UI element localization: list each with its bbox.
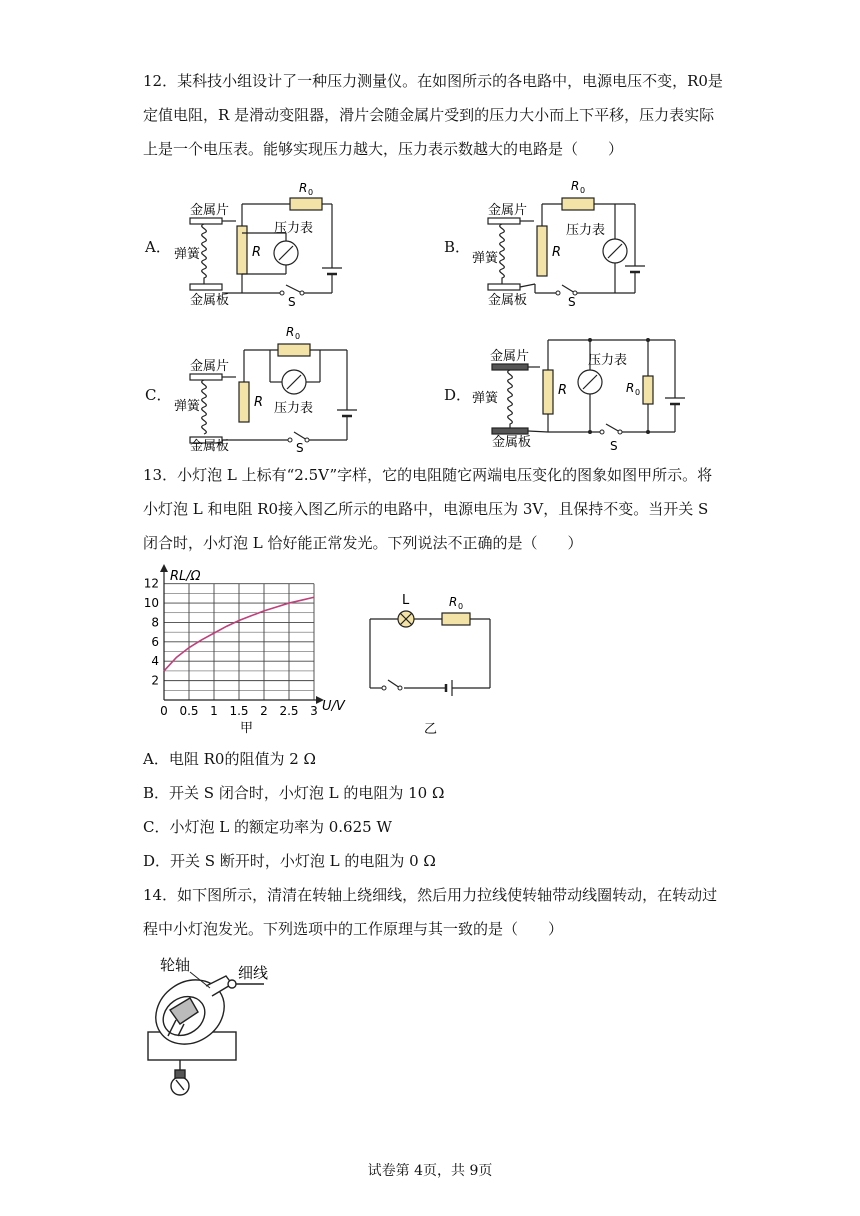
label-gauge: 压力表 bbox=[274, 221, 314, 236]
label-metal-plate: 金属板 bbox=[190, 293, 230, 308]
label-metal-plate: 金属板 bbox=[488, 293, 528, 308]
label-spring: 弹簧 bbox=[472, 391, 499, 406]
label-axle: 轮轴 bbox=[160, 956, 191, 974]
label-r0: R bbox=[299, 181, 308, 195]
question-12-text: 12．某科技小组设计了一种压力测量仪。在如图所示的各电路中，电源电压不变，R0是定值电阻，R 是滑动变阻器，滑片会随金属片受到的压力大小而上下平移，压力表实际上是一个电压表。能够实现压力越大，压力表示数越大的电路是（ ） bbox=[143, 72, 723, 158]
figure-yi-caption: 乙 bbox=[424, 722, 438, 737]
label-r: R bbox=[252, 245, 262, 260]
chart-grid bbox=[164, 584, 314, 700]
chart-x-tick: 2 bbox=[260, 704, 268, 718]
label-metal-sheet: 金属片 bbox=[488, 203, 528, 218]
label-gauge: 压力表 bbox=[566, 223, 606, 238]
label-gauge: 压力表 bbox=[588, 353, 628, 368]
label-metal-sheet: 金属片 bbox=[190, 359, 230, 374]
graph-jia bbox=[140, 560, 350, 738]
circuit-a-diagram bbox=[174, 176, 362, 309]
chart-ticks bbox=[144, 577, 318, 718]
option-c-label: C． bbox=[145, 386, 172, 404]
label-string: 细线 bbox=[238, 964, 269, 982]
label-r0: R bbox=[626, 381, 635, 395]
chart-y-tick: 2 bbox=[151, 673, 159, 688]
option-a-label: A． bbox=[145, 238, 171, 256]
chart-y-tick: 12 bbox=[143, 576, 159, 591]
chart-y-tick: 8 bbox=[151, 615, 159, 630]
circuit-c-diagram bbox=[174, 322, 362, 455]
label-spring: 弹簧 bbox=[472, 251, 499, 266]
label-metal-sheet: 金属片 bbox=[490, 349, 530, 364]
q13-option-d: D．开关 S 断开时，小灯泡 L 的电阻为 0 Ω bbox=[143, 852, 436, 870]
label-switch: S bbox=[288, 295, 296, 309]
circuit-d-diagram bbox=[472, 328, 680, 453]
q13-option-c: C．小灯泡 L 的额定功率为 0.625 W bbox=[143, 818, 392, 836]
label-spring: 弹簧 bbox=[174, 247, 201, 262]
figure-jia-caption: 甲 bbox=[240, 721, 254, 736]
q13-option-a: A．电阻 R0的阻值为 2 Ω bbox=[143, 750, 316, 768]
circuit-b-diagram bbox=[472, 176, 660, 309]
label-r0: R bbox=[286, 325, 295, 339]
question-13-text: 13．小灯泡 L 上标有“2.5V”字样，它的电阻随它两端电压变化的图象如图甲所示。将小灯泡 L 和电阻 R0接入图乙所示的电路中，电源电压为 3V，且保持不变。当开关 S 闭合时，小灯泡 L 恰好能正常发光。下列说法不正确的是（ ） bbox=[143, 466, 713, 552]
label-switch: S bbox=[568, 295, 576, 309]
label-metal-sheet: 金属片 bbox=[190, 203, 230, 218]
label-r0: R bbox=[449, 595, 458, 609]
chart-x-tick: 2.5 bbox=[279, 704, 299, 718]
label-gauge: 压力表 bbox=[274, 401, 314, 416]
label-r: R bbox=[254, 395, 264, 410]
chart-ylabel: RL/Ω bbox=[170, 569, 201, 584]
question-14-text: 14．如下图所示，清清在转轴上绕细线，然后用力拉线使转轴带动线圈转动，在转动过程中小灯泡发光。下列选项中的工作原理与其一致的是（ ） bbox=[143, 886, 718, 938]
circuit-yi-diagram bbox=[362, 588, 502, 738]
chart-x-tick: 3 bbox=[310, 704, 318, 718]
label-metal-plate: 金属板 bbox=[492, 435, 532, 450]
generator-figure bbox=[140, 950, 290, 1110]
label-r: R bbox=[558, 383, 568, 398]
option-b-label: B． bbox=[444, 238, 471, 256]
label-lamp: L bbox=[402, 593, 410, 608]
option-d-label: D． bbox=[444, 386, 472, 404]
chart-y-tick: 10 bbox=[143, 596, 159, 611]
chart-x-tick: 1.5 bbox=[229, 704, 249, 718]
label-r0-sub: 0 bbox=[635, 388, 641, 397]
chart-x-tick: 1 bbox=[210, 704, 218, 718]
chart-axes bbox=[160, 564, 324, 704]
label-metal-plate: 金属板 bbox=[190, 439, 230, 454]
label-spring: 弹簧 bbox=[174, 399, 201, 414]
label-r0-sub: 0 bbox=[580, 186, 586, 195]
chart-x-tick: 0.5 bbox=[179, 704, 199, 718]
page-footer: 试卷第 4页，共 9页 bbox=[367, 1163, 493, 1179]
label-r: R bbox=[552, 245, 562, 260]
label-r0-sub: 0 bbox=[295, 332, 301, 341]
chart-y-tick: 6 bbox=[151, 634, 159, 649]
label-r0: R bbox=[571, 179, 580, 193]
chart-xlabel: U/V bbox=[322, 699, 345, 714]
label-switch: S bbox=[610, 439, 618, 453]
q13-option-b: B．开关 S 闭合时，小灯泡 L 的电阻为 10 Ω bbox=[143, 784, 445, 802]
label-r0-sub: 0 bbox=[308, 188, 314, 197]
chart-x-tick: 0 bbox=[160, 704, 168, 718]
label-switch: S bbox=[296, 441, 304, 455]
label-r0-sub: 0 bbox=[458, 602, 464, 611]
chart-y-tick: 4 bbox=[151, 654, 159, 669]
